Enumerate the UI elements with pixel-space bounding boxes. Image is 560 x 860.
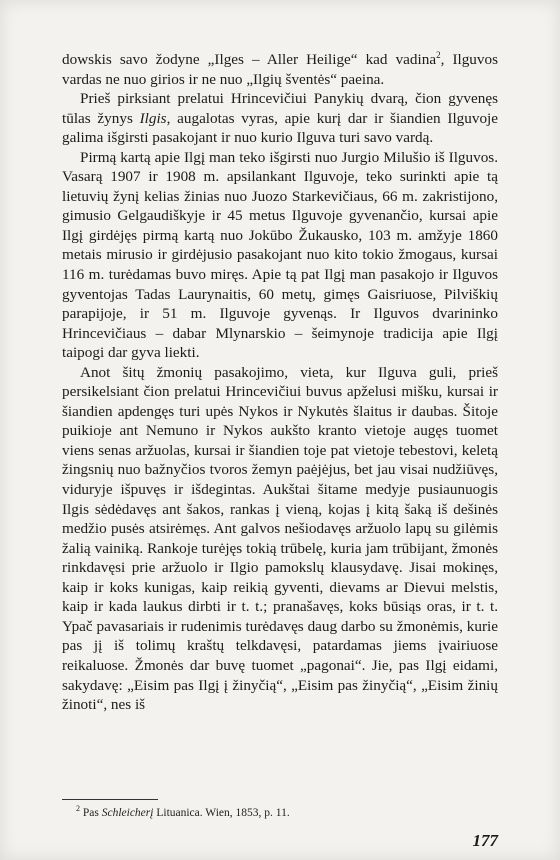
paragraph-1-text-b: , Ilguvos vardas ne nuo girios ir ne nuo „Ilgių šventės“ paeina. (62, 51, 498, 88)
footnote-italic-author: Schleicherį (101, 807, 154, 819)
paragraph-2-text-a: Prieš pirksiant prelatui Hrincevičiui Panykių dvarą, čion gyvenęs tūlas žynys (62, 90, 498, 127)
paragraph-1-text-a: dowskis savo žodyne „Ilges – Aller Heilige“ kad vadina (62, 51, 437, 68)
footnote (76, 806, 496, 820)
footnote-ref-2: 2 (436, 49, 441, 60)
paragraph-2-text-b: , augalotas vyras, apie kurį dar ir šiandien Ilguvoje galima išgirsti pasakojant ir nuo kurio Ilguva turi savo vardą. (62, 109, 498, 147)
footnote-number: 2 (76, 804, 80, 814)
footnote-text-a: Pas (80, 807, 102, 819)
paragraph-4: Anot šitų žmonių pasakojimo, vieta, kur Ilguva guli, prieš persikelsiant čion prelatui Hrincevičiui buvus apželusi mišku, kursai ir šiandien apdengęs turi upės Nykos ir Nykutės šlaitus ir daubas. Šitoje puikioje ant Nemuno ir Nykos aukšto kranto vietoje augęs tuomet viens senas aržuolas, kursai ir šiandien toje pat vietoje tebestovi, keletą žingsnių nuo bažnyčios tvoros žemyn paėjėjus, bet jau visai nudžiūvęs, viduryje išpuvęs ir išdegintas. Aukštai šitame medyje pusiaunuogis Ilgis sėdėdavęs ant šakos, rankas į vieną, kojas į kitą šaką iš dešinės medžio pusės atsirėmęs. Ant galvos nešiodavęs aržuolo lapų su gilėmis žalią vainiką. Rankoje turėjęs tokią trūbelę, kuria jam trūbijant, žmonės rinkdavęsi prie aržuolo ir Ilgio pamokslų klausydavę. Jisai mokinęs, kaip ir koks kunigas, kaip reikią gyventi, dievams ar Dievui melstis, kaip ir kada laukus dirbti ir t. t.; pranašavęs, koks būsiąs oras, ir t. t. Ypač pavasariais ir rudenimis turėdavęs daug darbo su žmonėmis, kurie pas jį iš tolimų kraštų telkdavęsi, patardamas jiems įvairiuose reikaluose. Žmonės dar buvę tuomet „pagonai“. Jie, pas Ilgį eidami, sakydavę: „Eisim pas Ilgį į žinyčią“, „Eisim pas žinyčią“, „Eisim žinių žinoti“, nes iš (62, 363, 498, 714)
footnote-text-b: Lituanica. Wien, 1853, p. 11. (153, 807, 290, 819)
page-number: 177 (472, 831, 498, 850)
body-text (62, 50, 498, 715)
paragraph-3: Pirmą kartą apie Ilgį man teko išgirsti nuo Jurgio Milušio iš Ilguvos. Vasarą 1907 ir 1908 m. apsilankant Ilguvoje, teko surinkti apie tą lietuvių žynį kelias žinias nuo Juozo Starkevičiaus, 66 m. zakristijono, gimusio Gelgaudiškyje ir 45 metus Ilguvoje gyvenančio, kursai apie Ilgį girdėjęs pirmą kartą nuo Jokūbo Žukausko, 103 m. amžyje 1860 metais mirusio ir girdėjusio pasakojant nuo kito tokio žmogaus, kursai 116 m. turėdamas buvo miręs. Apie tą pat Ilgį man pasakojo ir Ilguvos gyventojas Tadas Laurynaitis, 60 metų, gimęs Gaisriuose, Pilviškių parapijoje, ir 51 m. Ilguvoje gyvenąs. Ir Ilguvos dvarininko Hrincevičiaus – dabar Mlynarskio – šeimynoje tradicija apie Ilgį taipogi dar gyva liekti. (62, 148, 498, 362)
footnote-divider (62, 799, 158, 800)
paragraph-2-italic-name: Ilgis (139, 109, 167, 127)
paragraph-2 (62, 89, 498, 148)
paragraph-1 (62, 50, 498, 89)
